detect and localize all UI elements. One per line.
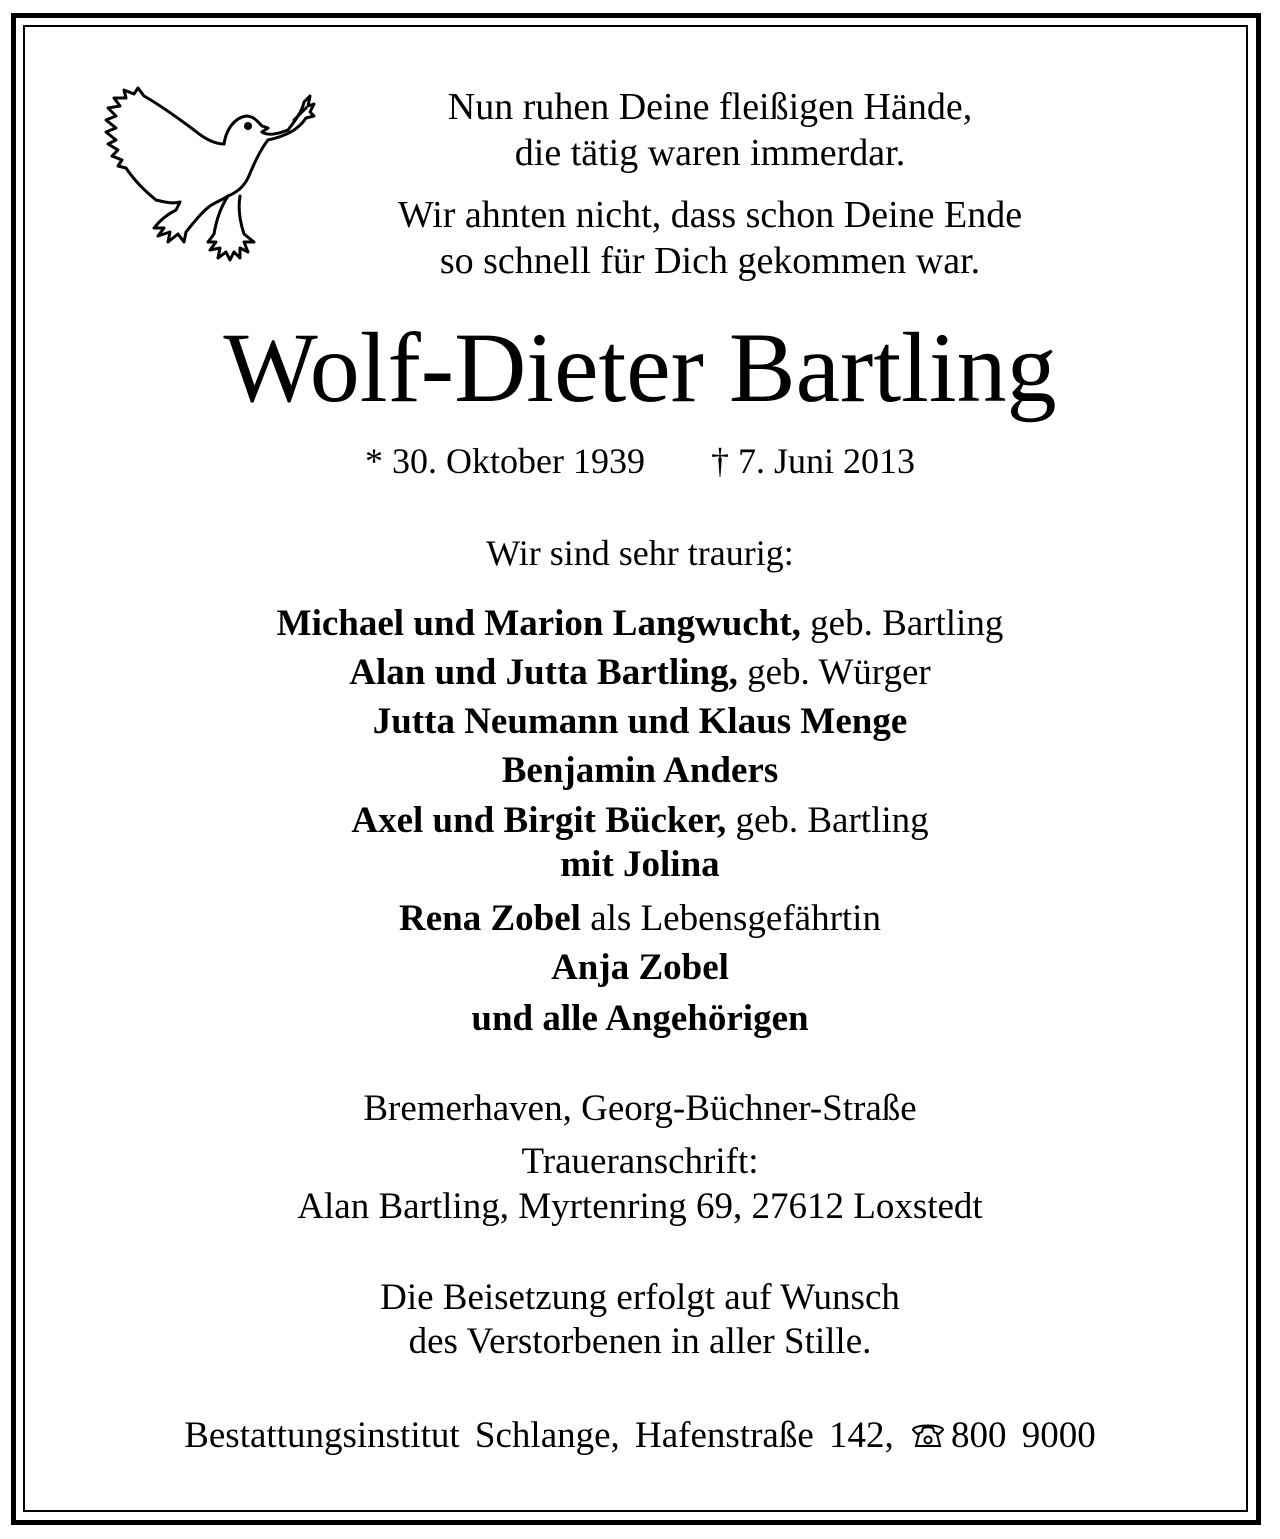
mourner-name: Jutta Neumann und Klaus Menge: [372, 701, 908, 742]
mourner-suffix: geb. Bartling: [800, 603, 1004, 644]
mourner-name: Axel und Birgit Bücker,: [351, 800, 727, 841]
mourners-intro: Wir sind sehr traurig:: [486, 533, 794, 573]
death-date: † 7. Juni 2013: [710, 441, 915, 481]
mourner-name: mit Jolina: [560, 844, 720, 885]
burial-note: des Verstorbenen in aller Stille.: [408, 1321, 872, 1362]
mourner-name: und alle Angehörigen: [471, 998, 809, 1039]
mourner-name: Rena Zobel: [399, 898, 581, 939]
mourner-name: Alan und Jutta Bartling,: [349, 652, 738, 693]
poem-line: Wir ahnten nicht, dass schon Deine Ende: [397, 194, 1023, 236]
telephone-icon: [909, 1420, 947, 1450]
mourning-address: Alan Bartling, Myrtenring 69, 27612 Loxstedt: [297, 1186, 983, 1227]
mourner-suffix: geb. Würger: [737, 652, 931, 693]
mourner-line: [0, 900, 1280, 937]
mourner-suffix: als Lebensgefährtin: [580, 898, 881, 939]
mourner-line: [0, 703, 1280, 740]
mourner-line: [0, 802, 1280, 839]
poem-line: die tätig waren immerdar.: [514, 132, 906, 174]
life-dates: [0, 443, 1280, 479]
mourner-line: [0, 654, 1280, 691]
poem-line: Nun ruhen Deine fleißigen Hände,: [447, 86, 973, 128]
dove-icon: [98, 82, 320, 264]
mourner-line: [0, 752, 1280, 789]
mourner-name: Michael und Marion Langwucht,: [276, 603, 801, 644]
mourner-line: [0, 1000, 1280, 1037]
burial-note: Die Beisetzung erfolgt auf Wunsch: [380, 1277, 900, 1318]
deceased-name: Wolf-Dieter Bartling: [223, 312, 1057, 423]
poem-line: so schnell für Dich gekommen war.: [439, 240, 981, 282]
funeral-home-phone: 800 9000: [951, 1415, 1096, 1456]
mourner-line: [0, 949, 1280, 986]
birth-date: * 30. Oktober 1939: [365, 441, 645, 481]
residence-line: Bremerhaven, Georg-Büchner-Straße: [363, 1088, 917, 1129]
mourning-address-label: Traueranschrift:: [521, 1141, 759, 1182]
mourner-name: Anja Zobel: [551, 947, 729, 988]
funeral-home-name: Bestattungsinstitut Schlange, Hafenstraße 142,: [184, 1415, 894, 1456]
mourner-line: [0, 605, 1280, 642]
mourner-line: [0, 846, 1280, 883]
funeral-home-line: [0, 1417, 1280, 1454]
mourner-suffix: geb. Bartling: [726, 800, 929, 841]
mourner-name: Benjamin Anders: [501, 750, 779, 791]
